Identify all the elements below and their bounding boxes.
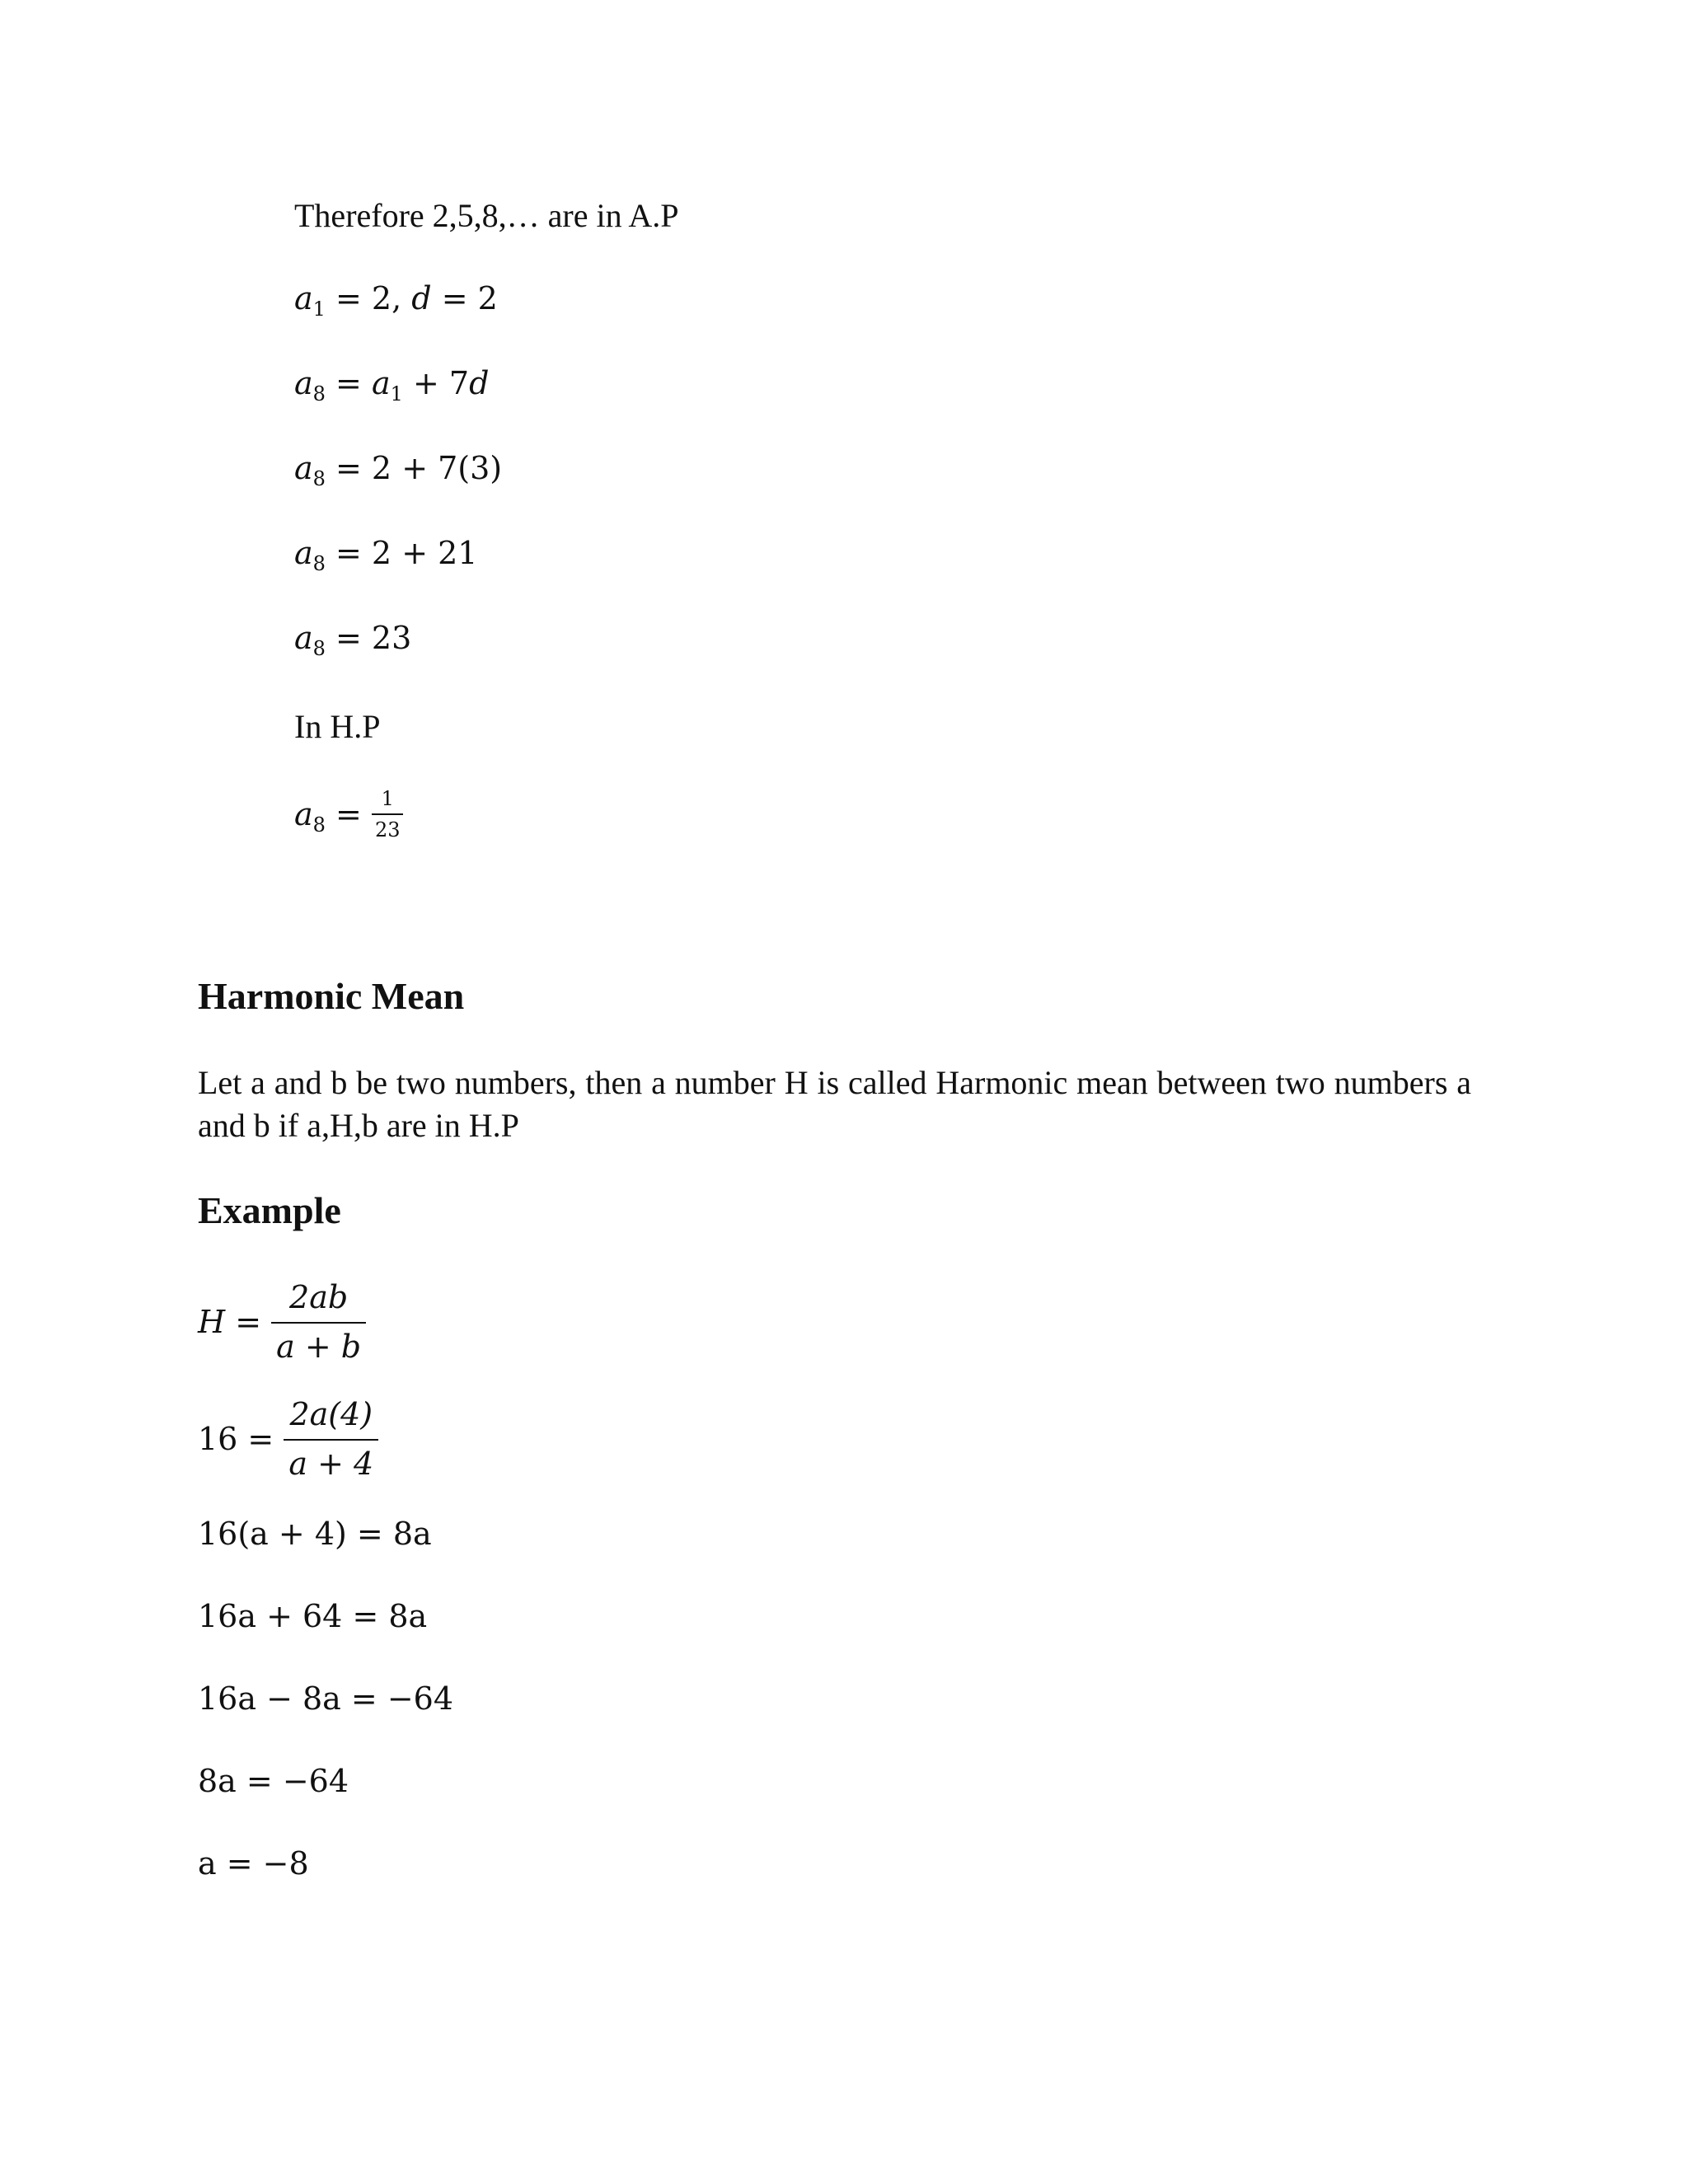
equation-a1-d: $a_1 = 2$, d = 2 [294,280,498,321]
ap-intro-text: Therefore 2,5,8,… are in A.P [294,197,679,234]
harmonic-mean-heading: Harmonic Mean [198,975,465,1017]
equation-a8-substitute: $a_8 = 2 + 7(3)$ [294,450,503,490]
fraction-2a4-over-a-plus-4: $\frac{2a(4)}{a + 4}$ [284,1396,378,1482]
harmonic-mean-definition: Let a and b be two numbers, then a number H is called Harmonic mean between two numbers a and b if a,H,b are in H.P [198,1064,1471,1144]
equation-a8-formula: $a_8 = a_1 + 7d$ [294,365,490,405]
example-heading: Example [198,1189,341,1231]
example-step-4: 16a − 8a = −64 [198,1680,454,1717]
example-step-3: 16a + 64 = 8a [198,1598,428,1634]
example-step-1: 16 = $\frac{2a(4)}{a + 4}$ [198,1396,378,1482]
example-step-2: 16(a + 4) = 8a [198,1516,432,1552]
fraction-2ab-over-a-plus-b: $\frac{2ab}{a + b}$ [271,1279,366,1365]
example-step-6: a = −8 [198,1845,309,1882]
example-step-5: 8a = −64 [198,1763,349,1799]
equation-a8-sum: $a_8 = 2 + 21$ [294,535,478,575]
harmonic-mean-formula: H = $\frac{2ab}{a + b}$ [198,1279,366,1365]
equation-a8-result: $a_8 = 23$ [294,620,412,660]
equation-hp-a8: $a_8$ = $\frac{1}{23}$ [294,787,403,841]
fraction-1-over-23: $\frac{1}{23}$ [372,787,404,841]
hp-label: In H.P [294,708,381,745]
